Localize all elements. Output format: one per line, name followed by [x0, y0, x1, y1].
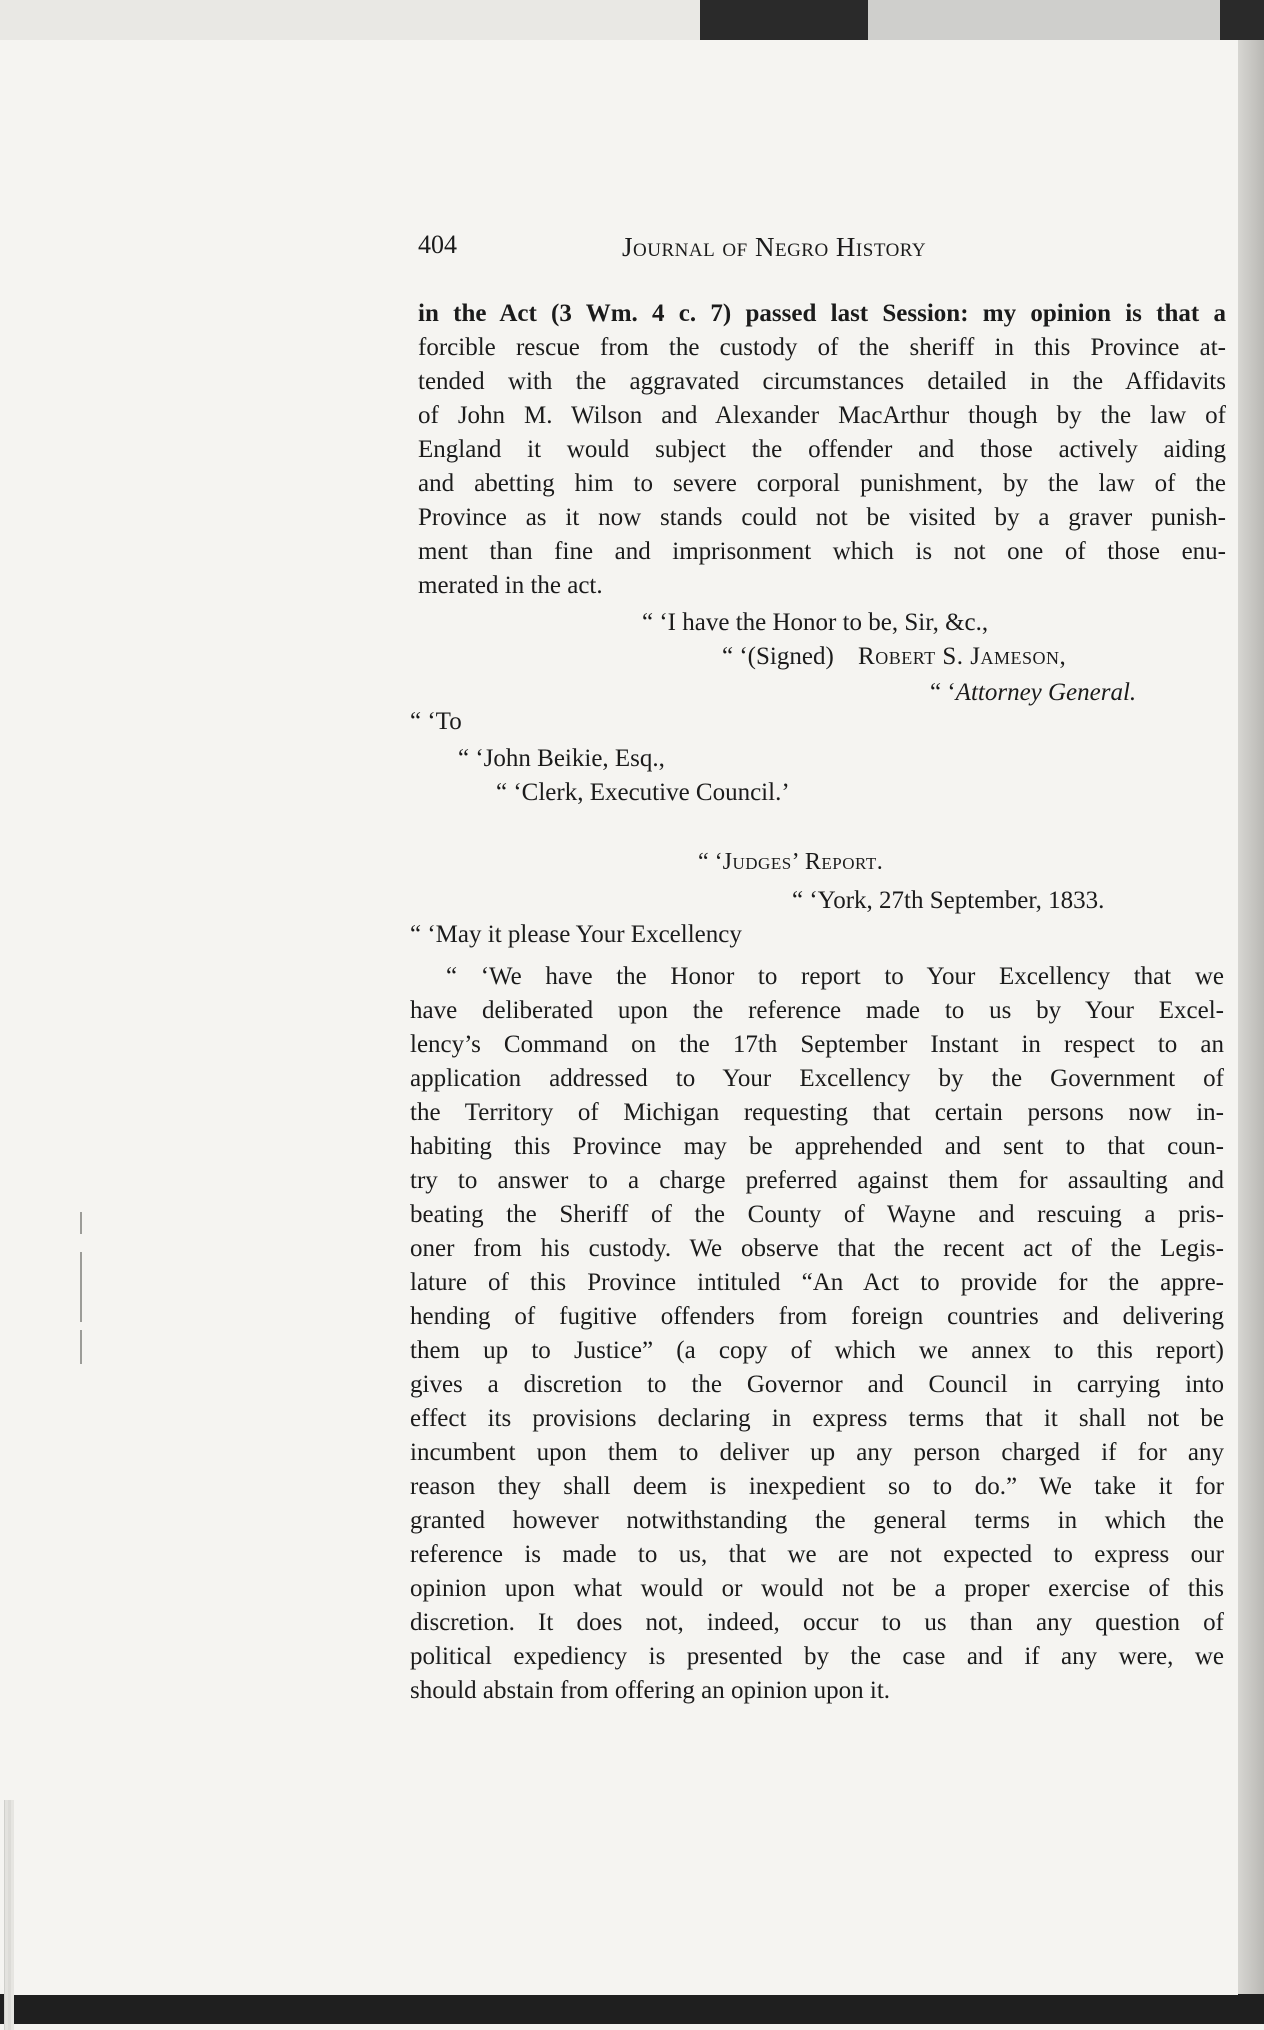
- closing-signed: [722, 640, 1066, 674]
- report-salutation: “ ‘May it please Your Excellency: [410, 921, 742, 948]
- title-prefix: “ ‘: [930, 679, 956, 706]
- opinion-paragraph: [418, 297, 1226, 607]
- text-line: opinion upon what would or would not be a proper exercise of this: [410, 1575, 1224, 1602]
- signatory-name: Robert S. Jameson,: [858, 643, 1067, 670]
- text-line: Province as it now stands could not be visited by a graver punish-: [418, 504, 1226, 531]
- text-line: beating the Sheriff of the County of Wayne and rescuing a pris-: [410, 1201, 1224, 1228]
- closing-honor: “ ‘I have the Honor to be, Sir, &c.,: [642, 609, 989, 636]
- margin-mark: [80, 1252, 82, 1322]
- margin-mark: [80, 1212, 82, 1234]
- text-line: forcible rescue from the custody of the sheriff in this Province at-: [418, 334, 1226, 361]
- scan-bottom-border: [0, 1994, 1264, 2024]
- text-line: have deliberated upon the reference made to us by Your Excel-: [410, 997, 1224, 1024]
- text-line: incumbent upon them to deliver up any person charged if for any: [410, 1439, 1224, 1466]
- text-line: them up to Justice” (a copy of which we annex to this report): [410, 1337, 1224, 1364]
- text-line: habiting this Province may be apprehended and sent to that coun-: [410, 1133, 1224, 1160]
- margin-mark: [80, 1330, 82, 1364]
- text-line: hending of fugitive offenders from foreign countries and delivering: [410, 1303, 1224, 1330]
- signatory-title: Attorney General.: [955, 679, 1137, 706]
- text-line: lency’s Command on the 17th September Instant in respect to an: [410, 1031, 1224, 1058]
- text-line: should abstain from offering an opinion upon it.: [410, 1677, 891, 1704]
- text-line: tended with the aggravated circumstances detailed in the Affidavits: [418, 368, 1226, 395]
- text-line: application addressed to Your Excellency by the Government of: [410, 1065, 1224, 1092]
- text-line: political expediency is presented by the case and if any were, we: [410, 1643, 1224, 1670]
- text-line: effect its provisions declaring in express terms that it shall not be: [410, 1405, 1224, 1432]
- text-line: gives a discretion to the Governor and Council in carrying into: [410, 1371, 1224, 1398]
- report-body: [410, 960, 1224, 1720]
- text-line: in the Act (3 Wm. 4 c. 7) passed last Session: my opinion is that a: [418, 300, 1226, 327]
- scan-right-border: [1236, 40, 1264, 2000]
- report-dateline: “ ‘York, 27th September, 1833.: [792, 887, 1105, 914]
- text-line: and abetting him to severe corporal punishment, by the law of the: [418, 470, 1226, 497]
- text-line: England it would subject the offender and those actively aiding: [418, 436, 1226, 463]
- text-line: granted however notwithstanding the general terms in which the: [410, 1507, 1224, 1534]
- running-title: Journal of Negro History: [622, 232, 927, 262]
- closing-title: [930, 676, 1136, 710]
- text-line: “ ‘We have the Honor to report to Your Excellency that we: [446, 963, 1224, 990]
- address-name: “ ‘John Beikie, Esq.,: [458, 745, 665, 772]
- scan-top-light-region-right: [868, 0, 1220, 40]
- text-line: try to answer to a charge preferred against them for assaulting and: [410, 1167, 1224, 1194]
- address-to: “ ‘To: [410, 708, 462, 735]
- text-line: discretion. It does not, indeed, occur to us than any question of: [410, 1609, 1224, 1636]
- text-line: merated in the act.: [418, 572, 603, 599]
- text-line: lature of this Province intituled “An Act to provide for the appre-: [410, 1269, 1224, 1296]
- text-line: reference is made to us, that we are not expected to express our: [410, 1541, 1224, 1568]
- heading-text: Judges’ Report.: [722, 849, 884, 875]
- text-line: ment than fine and imprisonment which is not one of those enu-: [418, 538, 1226, 565]
- signed-prefix: “ ‘(Signed): [722, 643, 834, 670]
- address-position: “ ‘Clerk, Executive Council.’: [496, 779, 790, 806]
- text-line: reason they shall deem is inexpedient so to do.” We take it for: [410, 1473, 1224, 1500]
- scan-top-border: [0, 0, 1264, 44]
- heading-prefix: “ ‘: [698, 849, 723, 875]
- page-number: 404: [418, 230, 457, 259]
- page-edge-stack: [4, 1800, 41, 2030]
- report-heading: [698, 845, 883, 879]
- text-line: the Territory of Michigan requesting that certain persons now in-: [410, 1099, 1224, 1126]
- text-line: of John M. Wilson and Alexander MacArthur though by the law of: [418, 402, 1226, 429]
- scan-top-light-region: [0, 0, 700, 40]
- text-line: oner from his custody. We observe that the recent act of the Legis-: [410, 1235, 1224, 1262]
